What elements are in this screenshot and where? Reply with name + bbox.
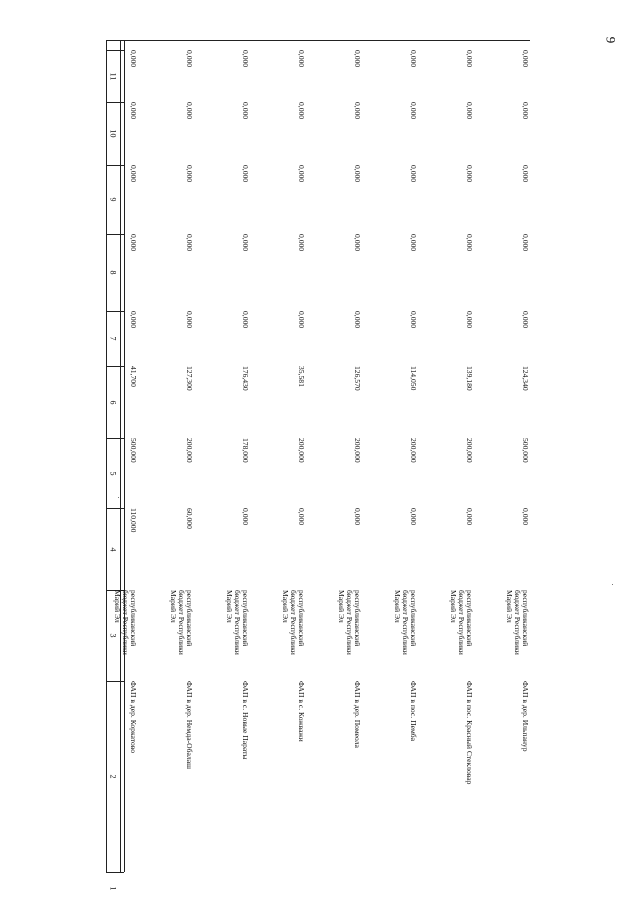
scan-speck — [612, 584, 613, 585]
value-cell: 200,000 — [465, 438, 474, 463]
value-cell: 0,000 — [241, 165, 250, 183]
value-cell: 0,000 — [409, 234, 418, 252]
page-number: 9 — [603, 36, 618, 44]
value-cell: 0,000 — [409, 311, 418, 329]
column-separator — [106, 681, 124, 682]
funding-source: республиканский бюджет Республики Марий Эл — [336, 590, 362, 655]
value-cell: 0,000 — [353, 508, 362, 526]
value-cell: 127,300 — [185, 366, 194, 391]
value-cell: 0,000 — [465, 508, 474, 526]
value-cell: 0,000 — [241, 234, 250, 252]
value-cell: 0,000 — [241, 311, 250, 329]
column-separator — [106, 508, 124, 509]
value-cell: 0,000 — [409, 50, 418, 68]
header-number: 2 — [108, 774, 118, 779]
header-number: 10 — [108, 129, 118, 138]
column-separator — [106, 165, 124, 166]
column-separator — [106, 50, 124, 51]
header-cell — [101, 390, 125, 414]
header-cell — [101, 122, 125, 146]
value-cell: 124,340 — [521, 366, 530, 391]
value-cell: 0,000 — [185, 102, 194, 120]
facility-name: ФАП в дер. Помеола — [353, 681, 362, 748]
value-cell: 0,000 — [465, 102, 474, 120]
value-cell: 0,000 — [353, 234, 362, 252]
header-cell — [101, 877, 125, 901]
value-cell: 0,000 — [465, 50, 474, 68]
value-cell: 0,000 — [465, 165, 474, 183]
value-cell: 0,000 — [297, 165, 306, 183]
value-cell: 35,581 — [297, 366, 306, 387]
value-cell: 0,000 — [297, 311, 306, 329]
facility-name: ФАП в с. Новые Параты — [241, 681, 250, 760]
value-cell: 0,000 — [353, 165, 362, 183]
header-number: 6 — [108, 400, 118, 404]
value-cell: 200,000 — [353, 438, 362, 463]
value-cell: 60,000 — [185, 508, 194, 529]
value-cell: 126,570 — [353, 366, 362, 391]
header-cell — [101, 765, 125, 789]
value-cell: 200,000 — [297, 438, 306, 463]
facility-name: ФАП в пос. Красный Стекловар — [465, 681, 474, 785]
value-cell: 0,000 — [129, 102, 138, 120]
value-cell: 0,000 — [521, 165, 530, 183]
value-cell: 0,000 — [241, 50, 250, 68]
facility-name: ФАП в дер. Немда-Обалаш — [185, 681, 194, 769]
table-border — [124, 40, 125, 872]
header-number: 5 — [108, 471, 118, 475]
header-number: 1 — [108, 886, 118, 891]
table-border — [120, 40, 530, 41]
value-cell: 200,000 — [409, 438, 418, 463]
header-cell — [101, 461, 125, 485]
value-cell: 110,000 — [129, 508, 138, 533]
value-cell: 0,000 — [465, 311, 474, 329]
funding-source: республиканский бюджет Республики Марий Эл — [112, 590, 138, 655]
column-separator — [106, 234, 124, 235]
value-cell: 0,000 — [185, 50, 194, 68]
column-separator — [106, 872, 124, 873]
header-cell — [101, 188, 125, 212]
value-cell: 0,000 — [521, 311, 530, 329]
header-number: 11 — [108, 72, 118, 80]
value-cell: 0,000 — [521, 102, 530, 120]
value-cell: 0,000 — [409, 165, 418, 183]
value-cell: 0,000 — [353, 311, 362, 329]
header-cell — [101, 537, 125, 561]
value-cell: 0,000 — [353, 102, 362, 120]
value-cell: 0,000 — [129, 234, 138, 252]
facility-name: ФАП в дер. Коркатово — [129, 681, 138, 754]
column-separator — [106, 438, 124, 439]
value-cell: 0,000 — [521, 234, 530, 252]
facility-name: ФАП в пос. Пемба — [409, 681, 418, 741]
value-cell: 0,000 — [185, 311, 194, 329]
header-number: 4 — [108, 547, 118, 551]
header-number: 7 — [108, 336, 118, 341]
facility-name: ФАП в с. Кожважи — [297, 681, 306, 742]
value-cell: 139,180 — [465, 366, 474, 391]
header-number: 9 — [108, 197, 118, 202]
value-cell: 0,000 — [521, 50, 530, 68]
value-cell: 0,000 — [297, 102, 306, 120]
value-cell: 0,000 — [297, 508, 306, 526]
value-cell: 0,000 — [409, 508, 418, 526]
header-cell — [101, 261, 125, 285]
value-cell: 0,000 — [241, 102, 250, 120]
header-cell — [101, 64, 125, 88]
column-separator — [106, 102, 124, 103]
value-cell: 0,000 — [129, 165, 138, 183]
value-cell: 0,000 — [409, 102, 418, 120]
value-cell: 0,000 — [297, 234, 306, 252]
funding-source: республиканский бюджет Республики Марий Эл — [392, 590, 418, 655]
value-cell: 500,000 — [129, 438, 138, 463]
value-cell: 0,000 — [465, 234, 474, 252]
scan-speck — [118, 497, 119, 498]
value-cell: 0,000 — [521, 508, 530, 526]
header-number: 3 — [108, 633, 118, 638]
facility-name: ФАП в дер. Ильпанур — [521, 681, 530, 752]
value-cell: 0,000 — [129, 311, 138, 329]
funding-source: республиканский бюджет Республики Марий Эл — [168, 590, 194, 655]
value-cell: 0,000 — [185, 234, 194, 252]
header-cell — [101, 327, 125, 351]
value-cell: 0,000 — [297, 50, 306, 68]
value-cell: 0,000 — [129, 50, 138, 68]
funding-source: республиканский бюджет Республики Марий Эл — [448, 590, 474, 655]
value-cell: 500,000 — [521, 438, 530, 463]
column-separator — [106, 366, 124, 367]
value-cell: 0,000 — [185, 165, 194, 183]
column-separator — [106, 311, 124, 312]
value-cell: 0,000 — [241, 508, 250, 526]
funding-source: республиканский бюджет Республики Марий Эл — [280, 590, 306, 655]
funding-source: республиканский бюджет Республики Марий Эл — [504, 590, 530, 655]
header-number: 8 — [108, 270, 118, 275]
value-cell: 41,700 — [129, 366, 138, 387]
value-cell: 0,000 — [353, 50, 362, 68]
value-cell: 200,000 — [185, 438, 194, 463]
value-cell: 178,000 — [241, 438, 250, 463]
funding-source: республиканский бюджет Республики Марий Эл — [224, 590, 250, 655]
value-cell: 176,430 — [241, 366, 250, 391]
value-cell: 114,050 — [409, 366, 418, 391]
